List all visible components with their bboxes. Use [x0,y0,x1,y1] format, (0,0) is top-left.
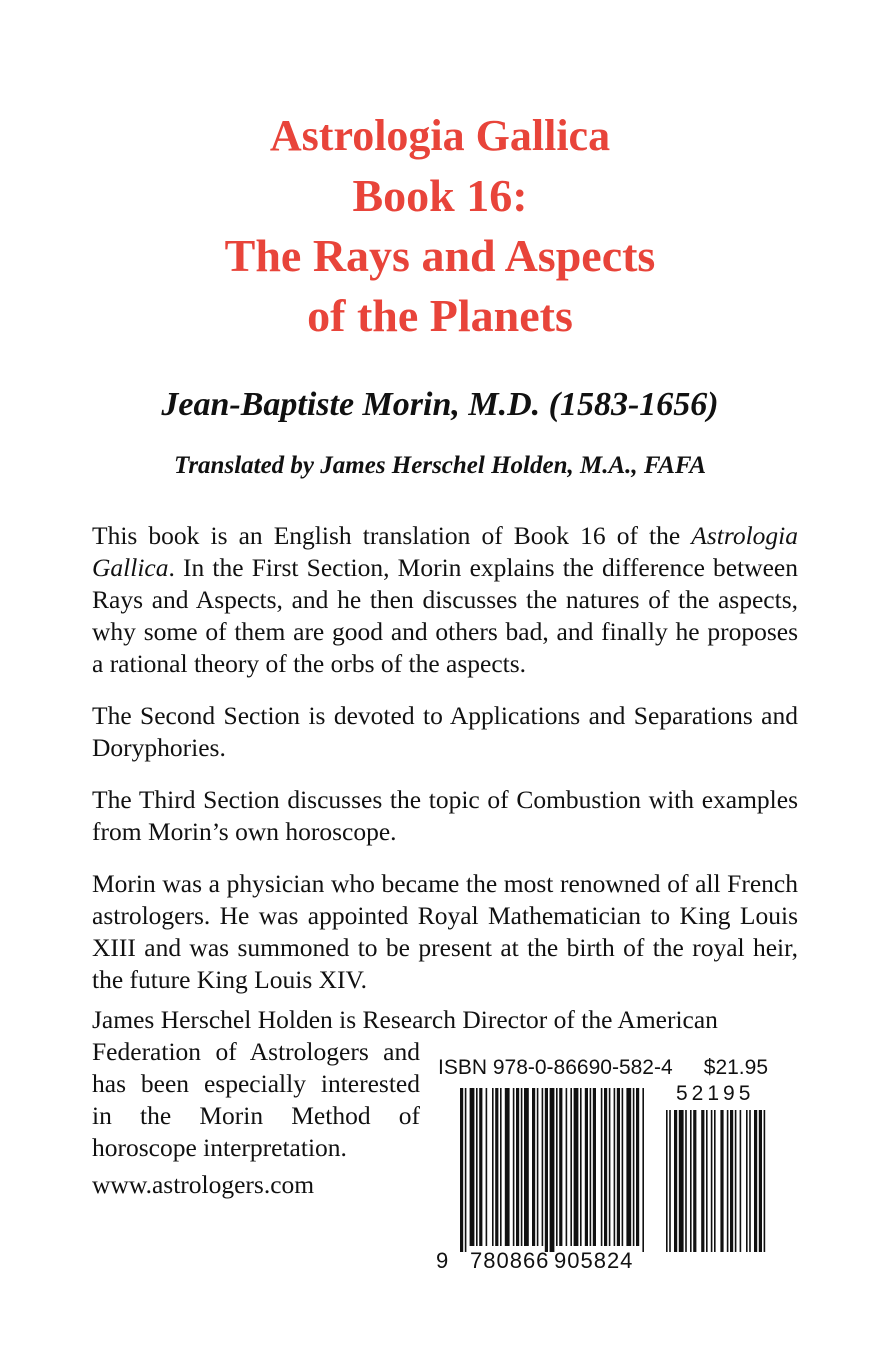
translator-line: Translated by James Herschel Holden, M.A., FAFA [173,452,706,479]
description-paragraph-2: The Second Section is devoted to Applications and Separations and Doryphories. [92,701,798,762]
book-title-italic: Astrologia Gallica [92,521,798,582]
description-paragraph-4: Morin was a physician who became the most renowned of all French astrologers. He was appointed Royal Mathematician to King Louis XIII and was summoned to be present at the birth of the royal heir, the future King Louis XIV. [92,869,798,994]
description [92,520,798,996]
book-number: Book 16: [352,170,528,221]
isbn-label: ISBN 978-0-86690-582-4 [438,1056,673,1079]
series-title: Astrologia Gallica [269,111,611,160]
isbn-barcode [430,1052,780,1282]
translator-bio-line-1: James Herschel Holden is Research Director of the American [92,1005,718,1034]
price-label: $21.95 [703,1056,768,1079]
author-line: Jean-Baptiste Morin, M.D. (1583-1656) [161,386,719,423]
ean-right-digits: 905824 [554,1248,634,1273]
description-paragraph-1: This book is an English translation of Book 16 of the Astrologia Gallica. In the First Section, Morin explains the difference between Rays and Aspects, and he then discusses the natures of the aspects, why some of them are good and others bad, and finally he proposes a rational theory of the orbs of the aspects. [92,521,798,678]
translator-bio-rest: Federation of Astrologers and has been especially interested in the Morin Method of horoscope interpretation. [92,1037,420,1162]
description-paragraph-3: The Third Section discusses the topic of Combustion with examples from Morin’s own horoscope. [92,785,798,846]
subtitle-line-1: The Rays and Aspects [224,230,656,281]
addon-code: 52195 [676,1082,755,1105]
book-title [0,108,880,344]
website-link[interactable]: www.astrologers.com [92,1170,315,1199]
subtitle-line-2: of the Planets [307,290,573,341]
ean-left-digits: 780866 [470,1248,550,1273]
ean-lead-digit: 9 [436,1248,449,1273]
